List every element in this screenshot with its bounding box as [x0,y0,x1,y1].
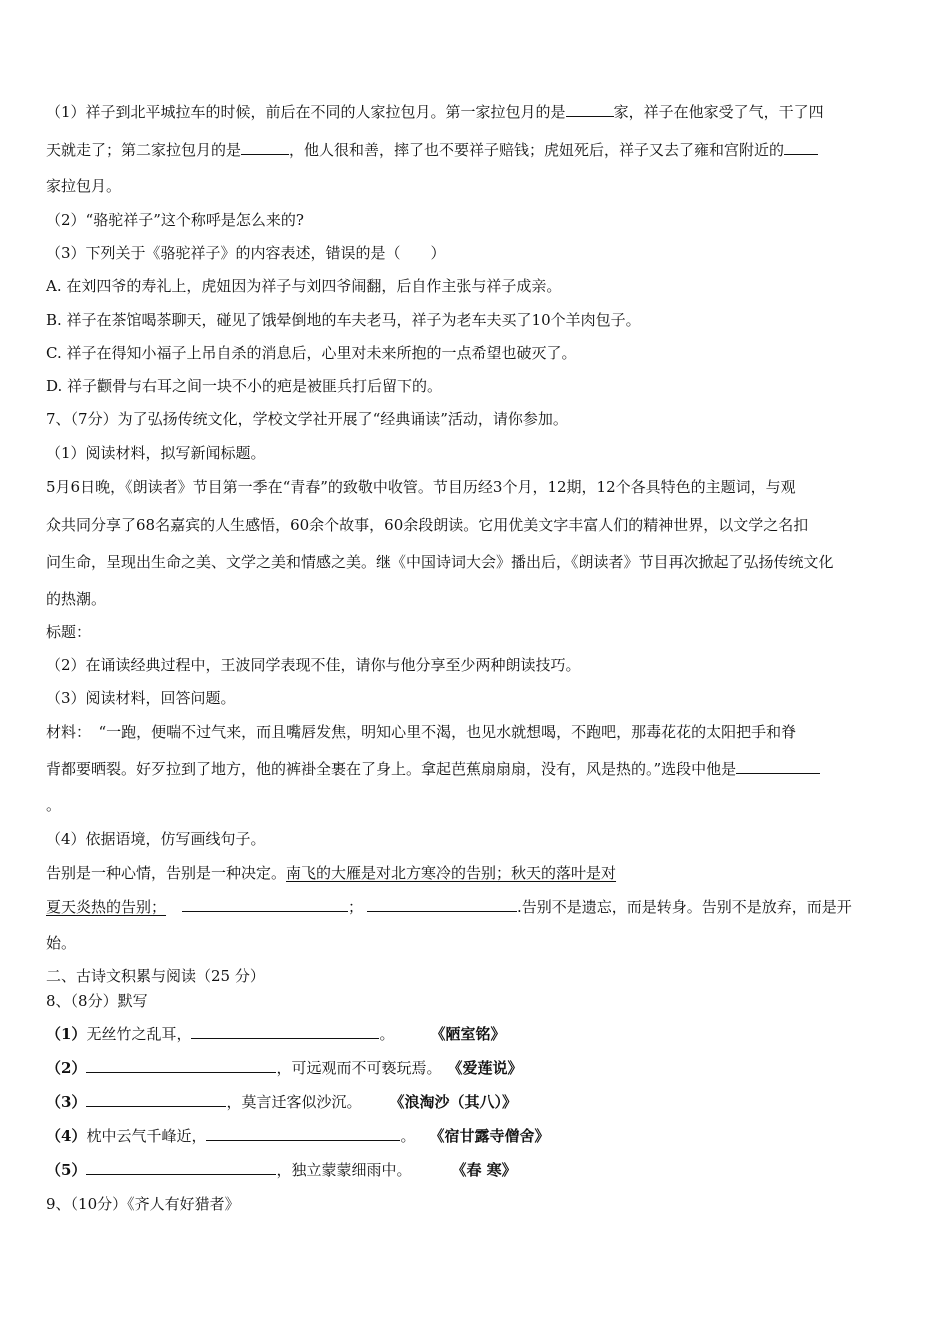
q8-num-4: （4） [46,1127,87,1145]
answer-blank[interactable] [182,897,348,912]
q6-option-b: B. 祥子在茶馆喝茶聊天，碰见了饿晕倒地的车夫老马，祥子为老车夫买了10个羊肉包子。 [46,311,641,329]
q7-excerpt-line3: 。 [46,796,62,814]
answer-blank[interactable] [86,1058,276,1073]
q8-source-1: 《陋室铭》 [430,1025,506,1043]
q7-excerpt-line2 [46,759,820,779]
q6-option-c: C. 祥子在得知小福子上吊自杀的消息后，心里对未来所抱的一点希望也破灭了。 [46,344,577,362]
q7-excerpt-text: 背都要晒裂。好歹拉到了地方，他的裤褂全裹在了身上。拿起芭蕉扇扇扇，没有，风是热的。”选段中他是 [46,760,737,778]
q8-num-3: （3） [46,1093,87,1111]
answer-blank[interactable] [191,1024,379,1039]
q6-sub1-text-b: 家，祥子在他家受了气，干了四 [613,103,824,121]
q7-semicolon: ； [348,898,364,916]
q8-source-3: 《浪淘沙（其八）》 [389,1093,517,1111]
q9-title: 9、（10分）《齐人有好猎者》 [46,1195,240,1213]
q8-num-1: （1） [46,1025,87,1043]
q7-sub1: （1）阅读材料，拟写新闻标题。 [46,444,266,462]
q8-line4 [46,1126,549,1146]
q7-sub4: （4）依据语境，仿写画线句子。 [46,830,266,848]
q8-source-4: 《宿甘露寺僧舍》 [429,1127,550,1145]
q8-text-5: ，独立蒙蒙细雨中。 [276,1161,412,1179]
q6-sub1-text-d: ，他人很和善，摔了也不要祥子赔钱；虎妞死后，祥子又去了雍和宫附近的 [289,141,785,159]
answer-blank[interactable] [206,1126,400,1141]
q6-option-a: A. 在刘四爷的寿礼上，虎妞因为祥子与刘四爷闹翻，后自作主张与祥子成亲。 [46,277,562,295]
q7-sub3: （3）阅读材料，回答问题。 [46,689,236,707]
q6-sub1-text-e: 家拉包月。 [46,177,122,195]
answer-blank[interactable] [86,1160,276,1175]
q8-num-2: （2） [46,1059,87,1077]
q8-end-4: 。 [400,1127,416,1145]
answer-blank[interactable] [241,140,289,155]
q8-text-1: 无丝竹之乱耳， [86,1025,192,1043]
q8-num-5: （5） [46,1161,87,1179]
q7-excerpt-line1: 材料： “一跑，便喘不过气来，而且嘴唇发焦，明知心里不渴，也见水就想喝，不跑吧，那毒花花的太阳把手和脊 [46,723,797,741]
q6-sub1-line3 [46,176,121,196]
q6-sub1-text-c: 天就走了；第二家拉包月的是 [46,141,242,159]
q6-sub1-text-a: （1）祥子到北平城拉车的时候，前后在不同的人家拉包月。第一家拉包月的是 [46,103,566,121]
q8-title: 8、（8分）默写 [46,992,148,1010]
q7-underlined-sentence-end: 夏天炎热的告别； [46,898,167,916]
q7-imitate-line1 [46,863,616,883]
q7-imitate-text-b: .告别不是遗忘，而是转身。告别不是放弃，而是开 [517,898,852,916]
answer-blank[interactable] [367,897,517,912]
q6-sub2: （2）“骆驼祥子”这个称呼是怎么来的? [46,211,304,229]
answer-blank[interactable] [86,1092,226,1107]
q8-text-2: ，可远观而不可亵玩焉。 [276,1059,442,1077]
q7-sub2: （2）在诵读经典过程中，王波同学表现不佳，请你与他分享至少两种朗读技巧。 [46,656,581,674]
q8-text-3: ，莫言迁客似沙沉。 [226,1093,362,1111]
q7-underlined-sentence: 南飞的大雁是对北方寒冷的告别；秋天的落叶是对 [286,864,617,882]
q7-material-line1: 5月6日晚，《朗读者》节目第一季在“青春”的致敬中收管。节目历经3个月，12期，12个各具特色的主题词，与观 [46,478,796,496]
q8-line3 [46,1092,517,1112]
q8-end-1: 。 [379,1025,395,1043]
q8-line2 [46,1058,522,1078]
q6-sub1-line2 [46,140,818,160]
q6-sub3: （3）下列关于《骆驼祥子》的内容表述，错误的是（ ） [46,244,446,262]
q8-source-2: 《爱莲说》 [447,1059,523,1077]
q8-line5 [46,1160,517,1180]
q7-imitate-line3: 始。 [46,934,77,952]
answer-blank[interactable] [784,140,818,155]
q7-material-line3: 问生命，呈现出生命之美、文学之美和情感之美。继《中国诗词大会》播出后，《朗读者》节目再次掀起了弘扬传统文化 [46,553,834,571]
q7-material-line4: 的热潮。 [46,590,107,608]
q7-imitate-text-a: 告别是一种心情，告别是一种决定。 [46,864,287,882]
q8-source-5: 《春 寒》 [451,1161,517,1179]
q7-material-line2: 众共同分享了68名嘉宾的人生感悟，60余个故事，60余段朗读。它用优美文字丰富人们的精神世界，以文学之名扣 [46,516,809,534]
q6-option-d: D. 祥子颧骨与右耳之间一块不小的疤是被匪兵打后留下的。 [46,377,443,395]
answer-blank[interactable] [736,759,820,774]
q8-text-4: 枕中云气千峰近， [86,1127,207,1145]
section-2-heading: 二、古诗文积累与阅读（25 分） [46,967,265,985]
q6-sub1-line1 [46,102,824,122]
q7-imitate-line2 [46,897,852,917]
q7-title-label: 标题： [46,623,92,641]
answer-blank[interactable] [566,102,614,117]
q7-title: 7、（7分）为了弘扬传统文化，学校文学社开展了“经典诵读”活动，请你参加。 [46,410,568,428]
q8-line1 [46,1024,505,1044]
